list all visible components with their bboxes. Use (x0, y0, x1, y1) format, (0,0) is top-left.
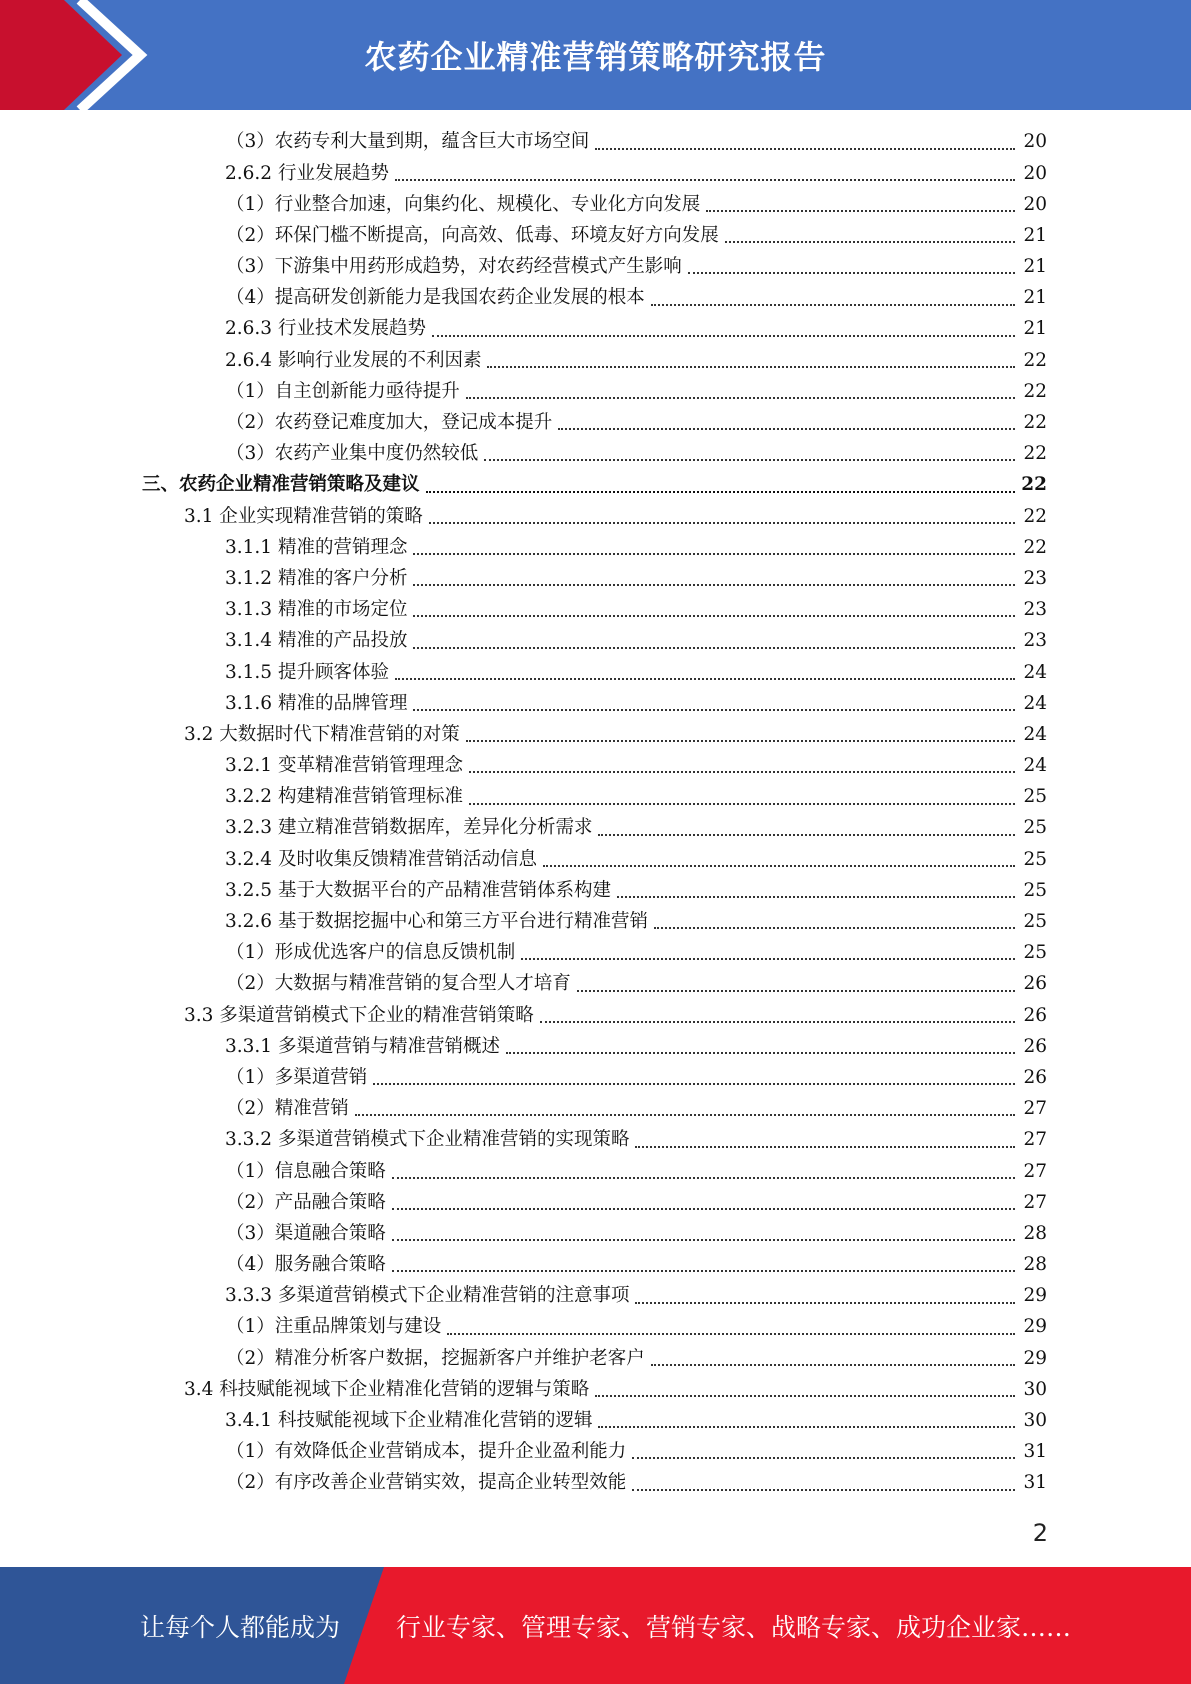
toc-entry-page: 25 (1023, 942, 1047, 964)
toc-entry-label: 2.6.4 影响行业发展的不利因素 (225, 349, 482, 371)
toc-entry-label: 3.4 科技赋能视域下企业精准化营销的逻辑与策略 (184, 1378, 590, 1400)
toc-dot-leader (688, 252, 1015, 274)
toc-dot-leader (651, 1344, 1015, 1366)
toc-entry[interactable] (0, 1063, 1191, 1094)
toc-entry-label: 3.2.2 构建精准营销管理标准 (225, 786, 463, 808)
toc-dot-leader (413, 627, 1015, 649)
toc-dot-leader (725, 221, 1015, 243)
toc-dot-leader (392, 1250, 1015, 1272)
toc-entry[interactable] (0, 1312, 1191, 1343)
document-title: 农药企业精准营销策略研究报告 (364, 38, 827, 76)
toc-entry-page: 30 (1023, 1410, 1047, 1432)
toc-entry-label: （4）提高研发创新能力是我国农药企业发展的根本 (226, 287, 645, 309)
toc-entry[interactable] (0, 127, 1191, 158)
toc-entry-page: 25 (1023, 786, 1047, 808)
toc-entry-label: 3.2.1 变革精准营销管理理念 (225, 755, 463, 777)
toc-entry[interactable] (0, 470, 1191, 501)
toc-entry-label: （1）自主创新能力亟待提升 (226, 380, 460, 402)
toc-entry[interactable] (0, 345, 1191, 376)
toc-entry-label: 3.1 企业实现精准营销的策略 (184, 505, 423, 527)
toc-entry-label: 三、农药企业精准营销策略及建议 (142, 474, 420, 496)
toc-entry-page: 28 (1023, 1222, 1047, 1244)
toc-entry-page: 25 (1023, 911, 1047, 933)
toc-entry-page: 25 (1023, 848, 1047, 870)
toc-entry[interactable] (0, 1250, 1191, 1281)
toc-entry-label: （2）大数据与精准营销的复合型人才培育 (226, 973, 571, 995)
toc-entry[interactable] (0, 158, 1191, 189)
toc-entry-page: 26 (1023, 1004, 1047, 1026)
toc-dot-leader (432, 315, 1015, 337)
toc-entry-label: 3.1.4 精准的产品投放 (225, 630, 408, 652)
toc-entry-label: 3.3.1 多渠道营销与精准营销概述 (225, 1035, 500, 1057)
toc-entry-page: 26 (1023, 1066, 1047, 1088)
toc-dot-leader (540, 1001, 1015, 1023)
toc-entry-page: 21 (1023, 224, 1047, 246)
toc-entry-label: （2）有序改善企业营销实效，提高企业转型效能 (226, 1472, 627, 1494)
toc-entry-label: （3）下游集中用药形成趋势，对农药经营模式产生影响 (226, 256, 682, 278)
toc-entry-label: （2）环保门槛不断提高，向高效、低毒、环境友好方向发展 (226, 224, 719, 246)
toc-entry-label: 3.3.3 多渠道营销模式下企业精准营销的注意事项 (225, 1285, 630, 1307)
toc-entry[interactable] (0, 938, 1191, 969)
toc-entry-page: 25 (1023, 879, 1047, 901)
toc-entry-page: 22 (1023, 505, 1047, 527)
toc-entry-page: 24 (1023, 661, 1047, 683)
toc-entry-page: 22 (1023, 412, 1047, 434)
toc-entry-label: 3.1.2 精准的客户分析 (225, 567, 408, 589)
toc-entry[interactable] (0, 1468, 1191, 1499)
toc-entry-label: 2.6.2 行业发展趋势 (225, 162, 389, 184)
toc-entry-label: 3.1.6 精准的品牌管理 (225, 692, 408, 714)
toc-entry[interactable] (0, 189, 1191, 220)
toc-entry-label: （1）行业整合加速，向集约化、规模化、专业化方向发展 (226, 193, 701, 215)
toc-entry-page: 29 (1023, 1347, 1047, 1369)
toc-entry-page: 20 (1023, 162, 1047, 184)
toc-entry-page: 29 (1023, 1285, 1047, 1307)
toc-dot-leader (426, 471, 1015, 493)
toc-entry-label: （3）农药专利大量到期，蕴含巨大市场空间 (226, 131, 590, 153)
toc-dot-leader (654, 907, 1015, 929)
toc-entry-label: 3.3 多渠道营销模式下企业的精准营销策略 (184, 1004, 534, 1026)
page-header (0, 0, 1191, 110)
toc-entry-label: （1）形成优选客户的信息反馈机制 (226, 942, 516, 964)
footer-slogan-right: 行业专家、管理专家、营销专家、战略专家、成功企业家…… (396, 1612, 1072, 1642)
toc-entry[interactable] (0, 1375, 1191, 1406)
toc-entry-label: （2）精准分析客户数据，挖掘新客户并维护老客户 (226, 1347, 645, 1369)
toc-entry-label: （3）渠道融合策略 (226, 1222, 386, 1244)
toc-entry[interactable] (0, 408, 1191, 439)
toc-dot-leader (395, 159, 1015, 181)
toc-dot-leader (651, 284, 1015, 306)
toc-entry[interactable] (0, 439, 1191, 470)
toc-dot-leader (466, 377, 1015, 399)
toc-entry-label: （2）农药登记难度加大，登记成本提升 (226, 412, 553, 434)
toc-entry[interactable] (0, 1219, 1191, 1250)
toc-entry-label: （2）精准营销 (226, 1098, 349, 1120)
toc-entry[interactable] (0, 314, 1191, 345)
toc-entry-label: 3.2.5 基于大数据平台的产品精准营销体系构建 (225, 879, 611, 901)
toc-entry-label: （1）多渠道营销 (226, 1066, 368, 1088)
toc-entry-label: 3.2 大数据时代下精准营销的对策 (184, 723, 460, 745)
toc-entry[interactable] (0, 1156, 1191, 1187)
toc-entry[interactable] (0, 782, 1191, 813)
toc-entry[interactable] (0, 1343, 1191, 1374)
toc-entry[interactable] (0, 1406, 1191, 1437)
toc-entry-label: 3.1.1 精准的营销理念 (225, 536, 408, 558)
toc-dot-leader (487, 346, 1015, 368)
toc-dot-leader (413, 595, 1015, 617)
toc-entry-page: 27 (1023, 1191, 1047, 1213)
toc-entry[interactable] (0, 1437, 1191, 1468)
toc-dot-leader (506, 1032, 1015, 1054)
toc-entry-page: 20 (1023, 193, 1047, 215)
toc-entry-page: 31 (1023, 1472, 1047, 1494)
toc-entry[interactable] (0, 720, 1191, 751)
toc-dot-leader (521, 938, 1015, 960)
toc-entry[interactable] (0, 595, 1191, 626)
toc-entry-label: （1）有效降低企业营销成本，提升企业盈利能力 (226, 1441, 627, 1463)
toc-entry-page: 23 (1023, 567, 1047, 589)
toc-entry[interactable] (0, 564, 1191, 595)
toc-dot-leader (632, 1469, 1015, 1491)
toc-entry[interactable] (0, 688, 1191, 719)
toc-entry[interactable] (0, 1031, 1191, 1062)
toc-dot-leader (413, 689, 1015, 711)
toc-entry[interactable] (0, 1125, 1191, 1156)
toc-entry-page: 26 (1023, 973, 1047, 995)
toc-dot-leader (392, 1219, 1015, 1241)
toc-entry-page: 27 (1023, 1160, 1047, 1182)
toc-entry[interactable] (0, 813, 1191, 844)
toc-dot-leader (413, 533, 1015, 555)
toc-entry-label: （3）农药产业集中度仍然较低 (226, 443, 479, 465)
toc-entry-label: 3.2.3 建立精准营销数据库，差异化分析需求 (225, 817, 593, 839)
toc-entry-page: 24 (1023, 723, 1047, 745)
toc-entry-page: 30 (1023, 1378, 1047, 1400)
toc-entry[interactable] (0, 969, 1191, 1000)
toc-dot-leader (447, 1313, 1015, 1335)
toc-dot-leader (706, 190, 1015, 212)
toc-entry[interactable] (0, 252, 1191, 283)
toc-entry-page: 27 (1023, 1129, 1047, 1151)
toc-entry-label: 3.3.2 多渠道营销模式下企业精准营销的实现策略 (225, 1129, 630, 1151)
toc-entry-label: 3.2.4 及时收集反馈精准营销活动信息 (225, 848, 537, 870)
toc-entry[interactable] (0, 907, 1191, 938)
toc-entry[interactable] (0, 221, 1191, 252)
toc-entry-page: 25 (1023, 817, 1047, 839)
toc-dot-leader (413, 564, 1015, 586)
toc-entry-label: （1）信息融合策略 (226, 1160, 386, 1182)
toc-entry-page: 21 (1023, 287, 1047, 309)
toc-entry[interactable] (0, 1000, 1191, 1031)
toc-dot-leader (466, 720, 1015, 742)
toc-entry-page: 24 (1023, 755, 1047, 777)
toc-entry-page: 26 (1023, 1035, 1047, 1057)
toc-entry[interactable] (0, 876, 1191, 907)
toc-entry-page: 23 (1023, 599, 1047, 621)
toc-entry[interactable] (0, 1094, 1191, 1125)
toc-entry-page: 22 (1023, 536, 1047, 558)
toc-dot-leader (429, 502, 1015, 524)
toc-entry-label: （4）服务融合策略 (226, 1254, 386, 1276)
toc-entry-page: 21 (1023, 318, 1047, 340)
toc-dot-leader (577, 970, 1015, 992)
toc-entry-page: 22 (1023, 443, 1047, 465)
toc-dot-leader (395, 658, 1015, 680)
toc-dot-leader (558, 408, 1015, 430)
toc-dot-leader (632, 1437, 1015, 1459)
toc-entry-page: 27 (1023, 1098, 1047, 1120)
toc-entry-label: 3.1.3 精准的市场定位 (225, 599, 408, 621)
toc-dot-leader (617, 876, 1015, 898)
toc-dot-leader (635, 1282, 1015, 1304)
page-number: 2 (1032, 1519, 1048, 1547)
toc-entry-page: 20 (1023, 131, 1047, 153)
toc-dot-leader (392, 1157, 1015, 1179)
toc-dot-leader (598, 814, 1015, 836)
toc-entry[interactable] (0, 532, 1191, 563)
toc-entry-page: 31 (1023, 1441, 1047, 1463)
toc-dot-leader (469, 783, 1015, 805)
toc-entry[interactable] (0, 1281, 1191, 1312)
toc-entry-page: 29 (1023, 1316, 1047, 1338)
toc-entry[interactable] (0, 844, 1191, 875)
toc-entry-label: （1）注重品牌策划与建设 (226, 1316, 442, 1338)
toc-entry-page: 21 (1023, 256, 1047, 278)
toc-dot-leader (484, 439, 1015, 461)
toc-dot-leader (373, 1063, 1015, 1085)
toc-dot-leader (595, 1375, 1015, 1397)
toc-entry[interactable] (0, 751, 1191, 782)
toc-entry-label: （2）产品融合策略 (226, 1191, 386, 1213)
toc-entry[interactable] (0, 377, 1191, 408)
toc-entry-page: 23 (1023, 630, 1047, 652)
toc-entry[interactable] (0, 657, 1191, 688)
toc-entry[interactable] (0, 501, 1191, 532)
toc-dot-leader (469, 751, 1015, 773)
toc-entry-page: 22 (1023, 349, 1047, 371)
toc-dot-leader (543, 845, 1015, 867)
toc-dot-leader (598, 1406, 1015, 1428)
page-footer (0, 1567, 1191, 1684)
toc-entry-label: 2.6.3 行业技术发展趋势 (225, 318, 426, 340)
toc-dot-leader (635, 1126, 1015, 1148)
footer-slogan-left: 让每个人都能成为 (140, 1612, 341, 1642)
toc-entry-page: 22 (1023, 380, 1047, 402)
toc-entry[interactable] (0, 626, 1191, 657)
toc-dot-leader (595, 128, 1015, 150)
toc-entry-page: 24 (1023, 692, 1047, 714)
toc-dot-leader (355, 1094, 1015, 1116)
toc-entry-page: 28 (1023, 1254, 1047, 1276)
toc-entry[interactable] (0, 283, 1191, 314)
toc-entry-label: 3.2.6 基于数据挖掘中心和第三方平台进行精准营销 (225, 911, 648, 933)
toc-dot-leader (392, 1188, 1015, 1210)
table-of-contents (0, 127, 1191, 1499)
toc-entry-label: 3.4.1 科技赋能视域下企业精准化营销的逻辑 (225, 1410, 593, 1432)
toc-entry-page: 22 (1021, 474, 1047, 496)
toc-entry-label: 3.1.5 提升顾客体验 (225, 661, 389, 683)
toc-entry[interactable] (0, 1187, 1191, 1218)
